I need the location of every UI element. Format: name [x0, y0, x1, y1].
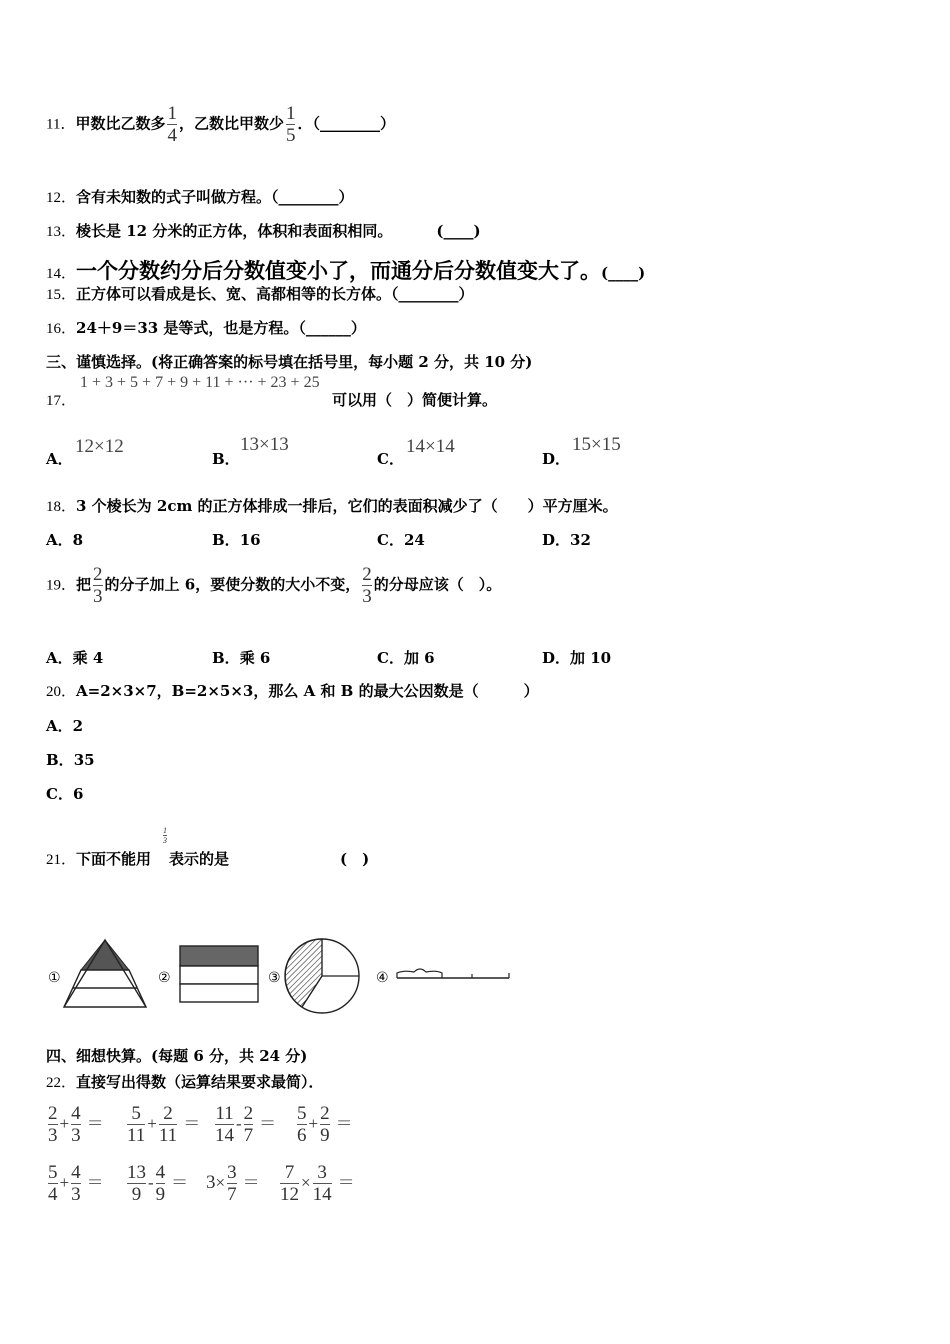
q19-option-d[interactable]: D．加 10	[542, 649, 612, 667]
question-19: 19．把 $\frac{2}{3}$ 的分子加上 6，要使分数的大小不变， $\frac{2}{3}$ 的分母应该（ ）。	[46, 564, 502, 607]
q22-expr-5: $\frac{5}{4}$ + $\frac{4}{3}$ ＝	[48, 1162, 104, 1205]
fraction: $\frac{2}{3}$	[362, 564, 372, 607]
q21-figures-drawing	[42, 930, 512, 1020]
fraction: $\frac{1}{4}$	[167, 103, 177, 146]
fraction: $\frac{4}{9}$	[155, 1162, 166, 1205]
question-22: 22．直接写出得数（运算结果要求最简）．	[46, 1073, 324, 1091]
q18-option-d[interactable]: D．32	[542, 531, 591, 549]
q18-option-c[interactable]: C．24	[377, 531, 425, 549]
q22-expr-6: $\frac{13}{9}$ - $\frac{4}{9}$ ＝	[127, 1162, 189, 1205]
fraction: $\frac{2}{9}$	[320, 1103, 330, 1146]
question-21: 21．下面不能用	[46, 850, 152, 868]
section-3-heading: 三、谨慎选择。(将正确答案的标号填在括号里，每小题 2 分，共 10 分)	[46, 353, 533, 371]
fraction: $\frac{3}{7}$	[227, 1162, 237, 1205]
q17-option-c[interactable]: C．	[377, 450, 404, 468]
q19-option-b[interactable]: B．乘 6	[212, 649, 271, 667]
q17-option-d-value: 15×15	[572, 434, 621, 455]
q22-expr-2: $\frac{5}{11}$ + $\frac{2}{11}$ ＝	[127, 1103, 201, 1146]
question-13: 13．棱长是 12 分米的正方体，体积和表面积相同。 (____)	[46, 222, 481, 240]
q22-expr-3: $\frac{11}{14}$ - $\frac{2}{7}$ ＝	[215, 1103, 277, 1146]
q19-option-a[interactable]: A．乘 4	[46, 649, 104, 667]
question-17: 17．	[46, 393, 77, 409]
q22-expr-8: $\frac{7}{12}$ × $\frac{3}{14}$ ＝	[280, 1162, 355, 1205]
fraction: $\frac{1}{5}$	[285, 103, 296, 146]
question-16: 16．24＋9＝33 是等式，也是方程。（______）	[46, 319, 366, 337]
fraction: $\frac{11}{14}$	[215, 1103, 234, 1146]
figure-4-label: ④	[376, 970, 389, 986]
fraction: $\frac{7}{12}$	[280, 1162, 299, 1205]
q18-option-a[interactable]: A．8	[46, 531, 84, 549]
figure-3-label: ③	[268, 970, 281, 986]
q17-expression: 1 + 3 + 5 + 7 + 9 + 11 + ··· + 23 + 25	[80, 374, 320, 391]
q18-option-b[interactable]: B．16	[212, 531, 261, 549]
q20-option-a[interactable]: A．2	[46, 717, 84, 735]
question-14: 14．一个分数约分后分数值变小了，而通分后分数值变大了。(____)	[46, 258, 646, 283]
q22-expr-4: $\frac{5}{6}$ + $\frac{2}{9}$ ＝	[297, 1103, 353, 1146]
q17-option-a-value: 12×12	[75, 436, 124, 457]
q17-option-a[interactable]: A．	[46, 450, 73, 468]
fraction: $\frac{5}{4}$	[48, 1162, 58, 1205]
q20-option-c[interactable]: C．6	[46, 785, 84, 803]
figure-3-circle[interactable]	[285, 939, 359, 1013]
fraction: $\frac{5}{11}$	[127, 1103, 146, 1146]
q20-option-b[interactable]: B．35	[46, 751, 95, 769]
figure-2-rectangle[interactable]	[180, 946, 258, 1002]
fraction: $\frac{2}{3}$	[48, 1103, 58, 1146]
q17-option-b-value: 13×13	[240, 434, 289, 455]
fraction: $\frac{13}{9}$	[127, 1162, 146, 1205]
q21-fraction: $\frac{1}{3}$	[163, 826, 167, 845]
question-12: 12．含有未知数的式子叫做方程。（________）	[46, 188, 354, 206]
figure-1-triangle[interactable]	[64, 940, 146, 1007]
q21-answer-blank[interactable]: ( )	[340, 850, 370, 868]
question-15: 15．正方体可以看成是长、宽、高都相等的长方体。（________）	[46, 285, 474, 303]
q17-text: 可以用（ ）简便计算。	[332, 391, 498, 409]
q22-expr-7: 3× $\frac{3}{7}$ ＝	[206, 1162, 260, 1205]
section-4-heading: 四、细想快算。(每题 6 分，共 24 分)	[46, 1047, 308, 1065]
figure-4-line-segment[interactable]	[397, 969, 509, 978]
fraction: $\frac{4}{3}$	[71, 1162, 81, 1205]
figure-2-label: ②	[158, 970, 171, 986]
q17-option-b[interactable]: B．	[212, 450, 240, 468]
q19-option-c[interactable]: C．加 6	[377, 649, 435, 667]
fraction: $\frac{2}{7}$	[243, 1103, 254, 1146]
fraction: $\frac{4}{3}$	[71, 1103, 81, 1146]
fraction: $\frac{2}{3}$	[93, 564, 103, 607]
q21-text: 表示的是	[169, 850, 230, 868]
q17-option-c-value: 14×14	[406, 436, 455, 457]
fraction: $\frac{3}{14}$	[312, 1162, 332, 1205]
figure-1-label: ①	[48, 970, 61, 986]
q22-expr-1: $\frac{2}{3}$ + $\frac{4}{3}$ ＝	[48, 1103, 104, 1146]
question-11: 11．甲数比乙数多 $\frac{1}{4}$ ，乙数比甲数少 $\frac{1}{5}$ ．（________）	[46, 103, 395, 146]
q21-figures	[42, 930, 512, 1020]
fraction: $\frac{5}{6}$	[297, 1103, 307, 1146]
q17-option-d[interactable]: D．	[542, 450, 571, 468]
fraction: $\frac{2}{11}$	[158, 1103, 178, 1146]
question-20: 20．A=2×3×7，B=2×5×3，那么 A 和 B 的最大公因数是（ ）	[46, 682, 539, 700]
question-18: 18．3 个棱长为 2cm 的正方体排成一排后，它们的表面积减少了（ ）平方厘米。	[46, 497, 618, 515]
